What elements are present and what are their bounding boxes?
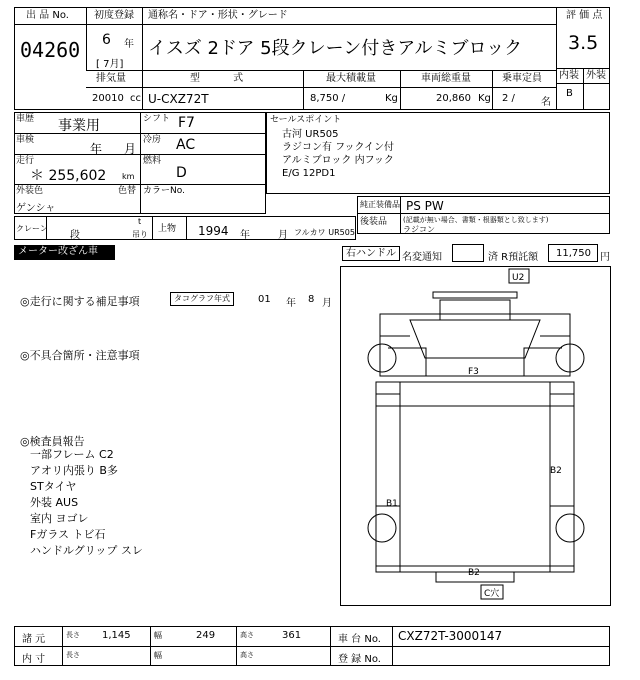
interior-grade: B bbox=[566, 88, 573, 99]
mark-b2-rear: B2 bbox=[468, 568, 480, 578]
tachograph-year: 01 bbox=[258, 294, 271, 305]
sales-points-label: セールスポイント bbox=[270, 115, 342, 125]
ac-label: 冷房 bbox=[143, 135, 162, 145]
reg-no-label: 登 録 No. bbox=[338, 654, 381, 665]
vehicle-name-label: 通称名・ドア・形状・グレード bbox=[148, 10, 288, 21]
model: U-CXZ72T bbox=[148, 92, 209, 106]
capacity-unit: 名 bbox=[541, 97, 551, 108]
sales-points-list bbox=[282, 128, 394, 180]
recycle-label: 済 R預託額 bbox=[488, 252, 539, 263]
inspector-line: Fガラス トビ石 bbox=[30, 528, 106, 541]
rear-left-wheel bbox=[368, 514, 396, 542]
displacement-unit: cc bbox=[130, 93, 141, 104]
upper-month-unit: 月 bbox=[278, 230, 288, 241]
mark-u2: U2 bbox=[512, 273, 525, 283]
score: 3.5 bbox=[568, 32, 599, 54]
right-handle-tag: 右ハンドル bbox=[342, 246, 400, 261]
inspector-line: アオリ内張り B多 bbox=[30, 464, 118, 477]
sales-point-line: E/G 12PD1 bbox=[282, 168, 336, 179]
crane-stage: 段 bbox=[70, 230, 80, 241]
kg-unit: Kg bbox=[385, 93, 398, 104]
tachograph-month: 8 bbox=[308, 294, 315, 305]
aftermarket-note: (記載が無い場合、書類・根器類とし致します) bbox=[403, 216, 549, 224]
history-label: 車歴 bbox=[16, 114, 35, 124]
fuel: D bbox=[176, 165, 187, 181]
upper-maker: フルカワ UR505 bbox=[294, 228, 355, 237]
mark-b1: B1 bbox=[386, 499, 398, 509]
front-left-wheel bbox=[368, 344, 396, 372]
height: 361 bbox=[282, 630, 302, 641]
aftermarket: ラジコン bbox=[403, 225, 435, 234]
standard-equipment: PS PW bbox=[406, 199, 444, 213]
first-reg-label: 初度登録 bbox=[94, 10, 134, 21]
inspection-year: 年 bbox=[90, 142, 103, 156]
sales-point-line: アルミブロック 内フック bbox=[282, 155, 394, 166]
kg-unit-2: Kg bbox=[478, 93, 491, 104]
inspector-label: ◎検査員報告 bbox=[20, 435, 85, 448]
length: 1,145 bbox=[102, 630, 131, 641]
sales-point-line: ラジコン有 フックイン付 bbox=[282, 142, 394, 153]
color-change-label: 色替 bbox=[118, 186, 137, 196]
sales-point-line: 古河 UR505 bbox=[282, 129, 339, 140]
inspector-line: STタイヤ bbox=[30, 480, 77, 493]
interior-dims-label: 内 寸 bbox=[22, 654, 46, 665]
displacement-label: 排気量 bbox=[96, 73, 126, 84]
tachograph-month-unit: 月 bbox=[322, 298, 332, 309]
tachograph-label: タコグラフ年式 bbox=[170, 292, 234, 306]
mark-b2-side: B2 bbox=[550, 466, 562, 476]
chassis-no: CXZ72T-3000147 bbox=[398, 629, 503, 643]
capacity-label: 乗車定員 bbox=[502, 73, 542, 84]
upper-year: 1994 bbox=[198, 224, 229, 238]
mileage: ＊ 255,602 bbox=[30, 168, 107, 184]
first-reg-month: [ 7月] bbox=[96, 59, 124, 70]
crane-label: クレーン bbox=[16, 224, 48, 233]
inspector-line: 一部フレーム C2 bbox=[30, 448, 114, 461]
max-load-label: 最大積載量 bbox=[326, 73, 376, 84]
recycle-amount: 11,750 bbox=[556, 248, 591, 259]
width: 249 bbox=[196, 630, 216, 641]
gross-weight: 20,860 bbox=[436, 93, 471, 104]
ext-color-label: 外装色 bbox=[16, 186, 44, 196]
upper-label: 上物 bbox=[158, 224, 177, 234]
chassis-label: 車 台 No. bbox=[338, 634, 381, 645]
aftermarket-label: 後装品 bbox=[360, 217, 388, 227]
standard-equipment-label: 純正装備品 bbox=[360, 200, 400, 209]
upper-year-unit: 年 bbox=[240, 230, 250, 241]
shift: F7 bbox=[178, 115, 195, 131]
in-width-label: 幅 bbox=[154, 651, 162, 660]
year-unit: 年 bbox=[124, 39, 134, 50]
capacity: 2 / bbox=[502, 93, 515, 104]
shift-label: シフト bbox=[143, 114, 171, 124]
first-reg-year: 6 bbox=[102, 32, 111, 48]
in-length-label: 長さ bbox=[66, 651, 80, 659]
dims-label: 諸 元 bbox=[22, 634, 46, 645]
in-height-label: 高さ bbox=[240, 651, 254, 659]
color-no-label: カラーNo. bbox=[143, 186, 185, 196]
mirror-bar bbox=[433, 292, 517, 298]
ac: AC bbox=[176, 137, 196, 153]
lot-no-label: 出 品 No. bbox=[26, 10, 69, 21]
inspector-line: 室内 ヨゴレ bbox=[30, 512, 89, 525]
rear-right-wheel bbox=[556, 514, 584, 542]
cab-windshield bbox=[410, 320, 540, 358]
name-change-label: 名変通知 bbox=[402, 252, 442, 263]
recycle-unit: 円 bbox=[600, 252, 610, 263]
max-load: 8,750 / bbox=[310, 93, 346, 104]
width-label: 幅 bbox=[154, 631, 162, 640]
cab-roof bbox=[440, 300, 510, 320]
height-label: 高さ bbox=[240, 631, 254, 639]
length-label: 長さ bbox=[66, 631, 80, 639]
cargo-bed bbox=[376, 382, 574, 572]
exterior-label: 外装 bbox=[586, 70, 606, 81]
mark-f3: F3 bbox=[468, 367, 479, 377]
mark-c-hole: C穴 bbox=[484, 589, 500, 599]
ext-color: ゲンシャ bbox=[16, 203, 56, 214]
supplementary-label: ◎走行に関する補足事項 bbox=[20, 295, 140, 308]
inspector-line: ハンドルグリップ スレ bbox=[30, 544, 143, 557]
crane-ton-unit: t bbox=[138, 217, 142, 226]
mileage-label: 走行 bbox=[16, 156, 35, 166]
defects-label: ◎不具合箇所・注意事項 bbox=[20, 349, 140, 362]
fuel-label: 燃料 bbox=[143, 156, 162, 166]
history: 事業用 bbox=[58, 118, 100, 134]
vehicle-name: イスズ 2ドア 5段クレーン付きアルミブロック bbox=[148, 38, 523, 59]
lot-no: 04260 bbox=[20, 38, 81, 62]
score-label: 評 価 点 bbox=[566, 10, 603, 21]
tachograph-year-unit: 年 bbox=[286, 298, 296, 309]
name-change-box bbox=[452, 244, 484, 262]
displacement: 20010 bbox=[92, 93, 124, 104]
mileage-unit: km bbox=[122, 172, 135, 181]
interior-label: 内装 bbox=[559, 70, 579, 81]
inspector-line: 外装 AUS bbox=[30, 496, 79, 509]
truck-diagram bbox=[340, 266, 611, 606]
inspector-report bbox=[30, 447, 143, 559]
meter-tamper-bar: メーター改ざん車 bbox=[14, 245, 115, 260]
gross-weight-label: 車両総重量 bbox=[421, 73, 471, 84]
model-label: 型 式 bbox=[190, 73, 244, 84]
crane-lift: 吊り bbox=[132, 230, 148, 239]
inspection-label: 車検 bbox=[16, 135, 35, 145]
inspection-month: 月 bbox=[124, 142, 137, 156]
